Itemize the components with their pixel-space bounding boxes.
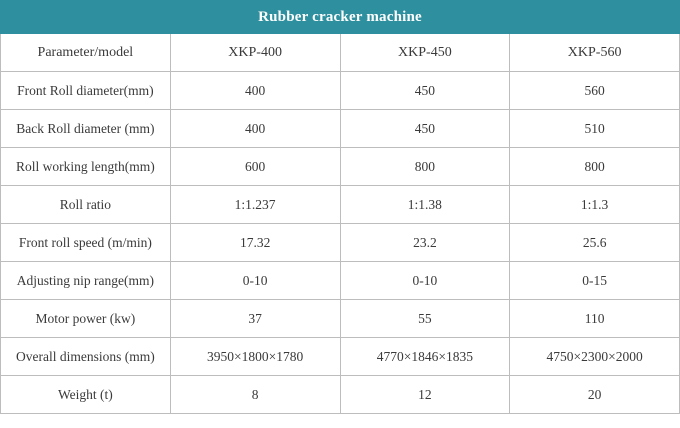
row-value: 800 <box>510 148 680 186</box>
row-value: 400 <box>170 110 340 148</box>
row-label: Front roll speed (m/min) <box>1 224 171 262</box>
row-label: Back Roll diameter (mm) <box>1 110 171 148</box>
row-value: 12 <box>340 376 510 414</box>
table-row <box>1 338 680 376</box>
row-value: 400 <box>170 72 340 110</box>
row-value: 1:1.38 <box>340 186 510 224</box>
table-row <box>1 148 680 186</box>
row-value: 600 <box>170 148 340 186</box>
row-value: 560 <box>510 72 680 110</box>
table-row <box>1 262 680 300</box>
row-value: 0-10 <box>170 262 340 300</box>
row-label: Weight (t) <box>1 376 171 414</box>
row-label: Front Roll diameter(mm) <box>1 72 171 110</box>
row-label: Roll ratio <box>1 186 171 224</box>
row-value: 1:1.3 <box>510 186 680 224</box>
column-header-parameter: Parameter/model <box>1 34 171 72</box>
row-label: Motor power (kw) <box>1 300 171 338</box>
table-row <box>1 224 680 262</box>
table-header-row <box>1 34 680 72</box>
row-value: 20 <box>510 376 680 414</box>
row-value: 37 <box>170 300 340 338</box>
row-value: 8 <box>170 376 340 414</box>
row-value: 17.32 <box>170 224 340 262</box>
row-value: 450 <box>340 72 510 110</box>
row-value: 800 <box>340 148 510 186</box>
row-value: 25.6 <box>510 224 680 262</box>
row-value: 110 <box>510 300 680 338</box>
table-row <box>1 376 680 414</box>
column-header-model-1: XKP-400 <box>170 34 340 72</box>
row-value: 3950×1800×1780 <box>170 338 340 376</box>
table-title: Rubber cracker machine <box>1 1 680 34</box>
table-title-row <box>1 1 680 34</box>
row-value: 55 <box>340 300 510 338</box>
row-label: Roll working length(mm) <box>1 148 171 186</box>
table-row <box>1 300 680 338</box>
row-value: 510 <box>510 110 680 148</box>
row-value: 450 <box>340 110 510 148</box>
table-row <box>1 186 680 224</box>
row-label: Adjusting nip range(mm) <box>1 262 171 300</box>
row-label: Overall dimensions (mm) <box>1 338 171 376</box>
table-row <box>1 110 680 148</box>
row-value: 4770×1846×1835 <box>340 338 510 376</box>
row-value: 23.2 <box>340 224 510 262</box>
row-value: 0-10 <box>340 262 510 300</box>
column-header-model-3: XKP-560 <box>510 34 680 72</box>
table-row <box>1 72 680 110</box>
row-value: 4750×2300×2000 <box>510 338 680 376</box>
column-header-model-2: XKP-450 <box>340 34 510 72</box>
row-value: 1:1.237 <box>170 186 340 224</box>
row-value: 0-15 <box>510 262 680 300</box>
